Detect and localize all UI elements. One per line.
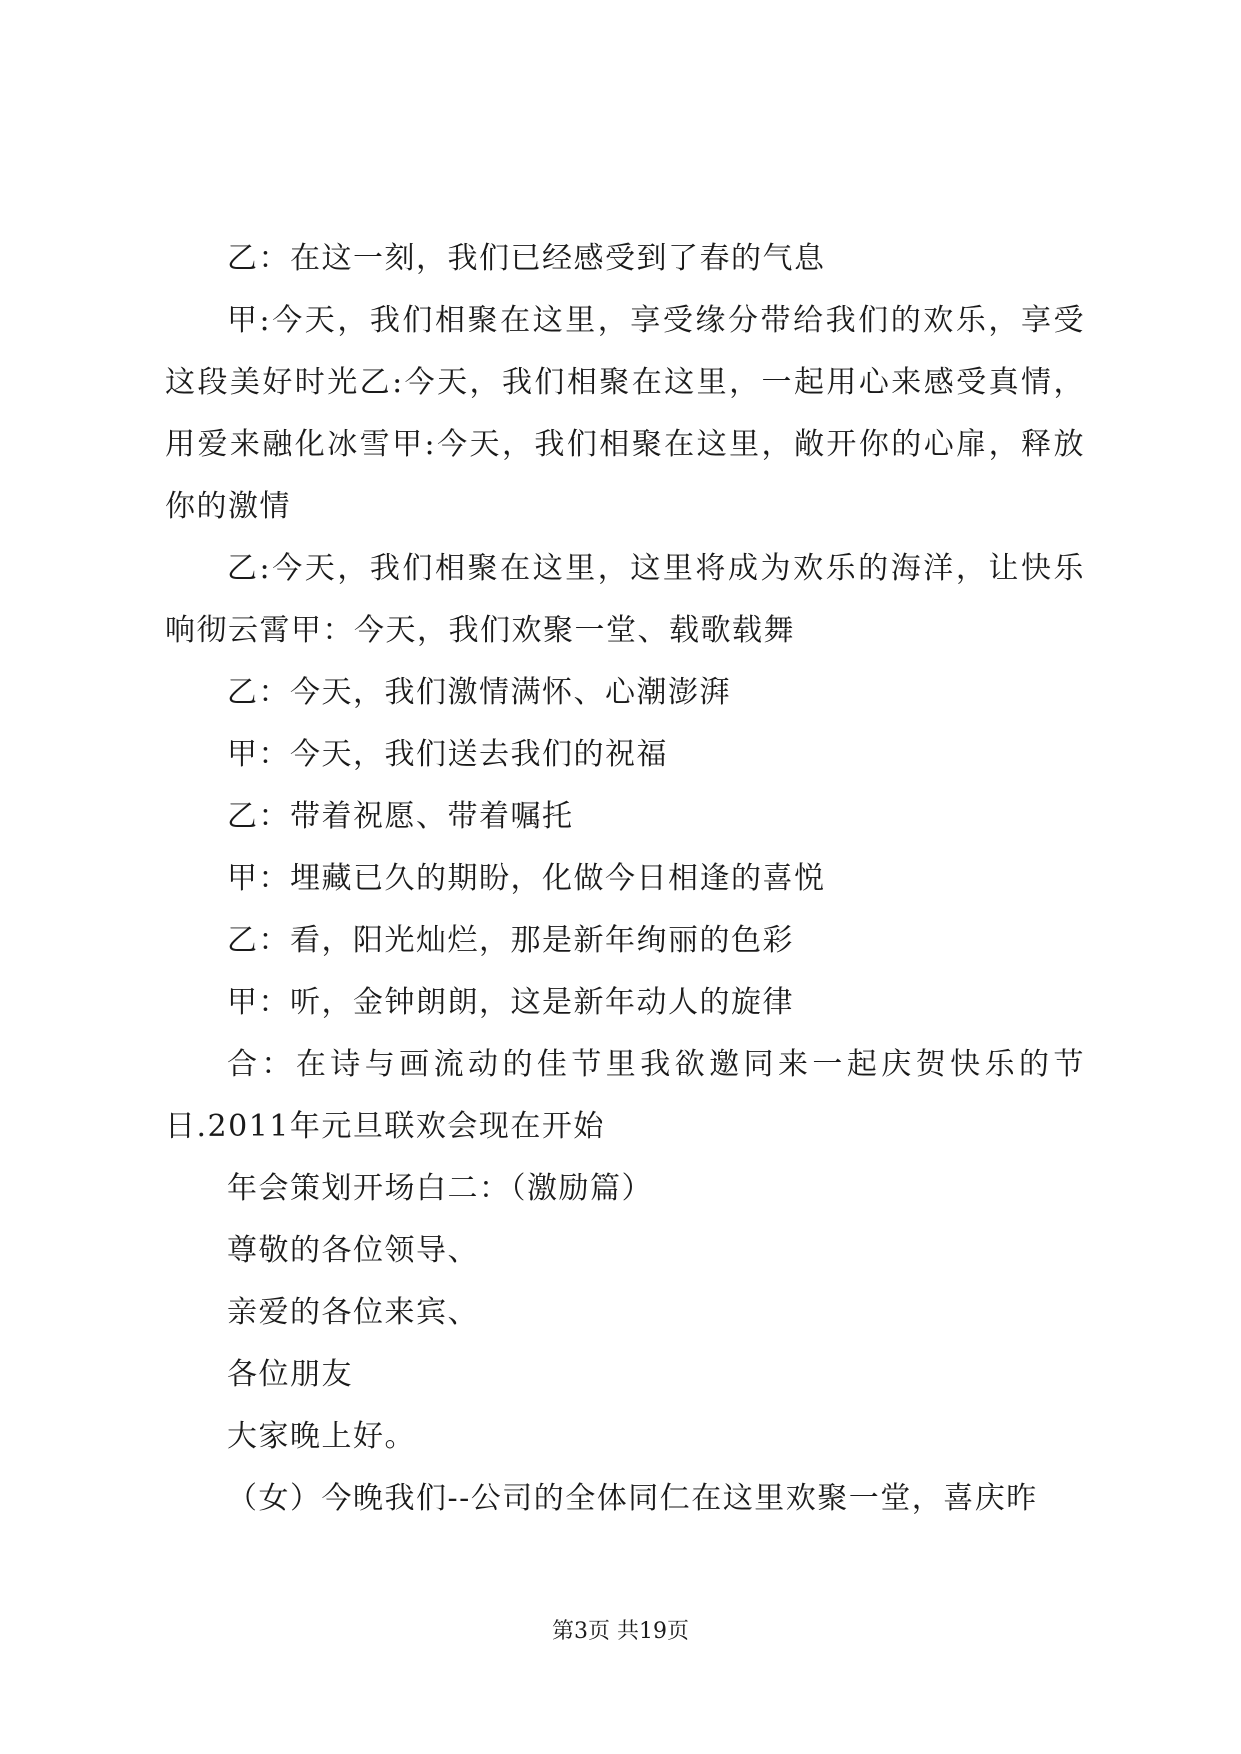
paragraph: 甲：听，金钟朗朗，这是新年动人的旋律 xyxy=(227,985,794,1020)
paragraph: 乙：今天，我们激情满怀、心潮澎湃 xyxy=(227,675,731,710)
paragraph: 甲：今天，我们送去我们的祝福 xyxy=(227,737,668,772)
paragraph: 亲爱的各位来宾、 xyxy=(227,1295,479,1330)
section-heading: 年会策划开场白二：（激励篇） xyxy=(227,1171,653,1206)
paragraph: 合：在诗与画流动的佳节里我欲邀同来一起庆贺快乐的节日.2011年元旦联欢会现在开始 xyxy=(165,1047,1085,1144)
document-body xyxy=(165,228,1085,1530)
paragraph: 大家晚上好。 xyxy=(227,1419,416,1454)
paragraph: 各位朋友 xyxy=(227,1357,353,1392)
paragraph: 乙:今天，我们相聚在这里，这里将成为欢乐的海洋，让快乐响彻云霄甲：今天，我们欢聚一堂、载歌载舞 xyxy=(165,551,1085,648)
paragraph: 乙：看，阳光灿烂，那是新年绚丽的色彩 xyxy=(227,923,794,958)
paragraph: 甲:今天，我们相聚在这里，享受缘分带给我们的欢乐，享受这段美好时光乙:今天，我们相聚在这里，一起用心来感受真情，用爱来融化冰雪甲:今天，我们相聚在这里，敞开你的心扉，释放你的激情 xyxy=(165,303,1085,524)
paragraph: 尊敬的各位领导、 xyxy=(227,1233,479,1268)
paragraph: 甲：埋藏已久的期盼，化做今日相逢的喜悦 xyxy=(227,861,826,896)
paragraph: 乙：在这一刻，我们已经感受到了春的气息 xyxy=(227,241,826,276)
paragraph: （女）今晚我们--公司的全体同仁在这里欢聚一堂，喜庆昨 xyxy=(227,1481,1038,1516)
page-number-footer: 第3页 共19页 xyxy=(552,1619,689,1644)
paragraph: 乙：带着祝愿、带着嘱托 xyxy=(227,799,574,834)
